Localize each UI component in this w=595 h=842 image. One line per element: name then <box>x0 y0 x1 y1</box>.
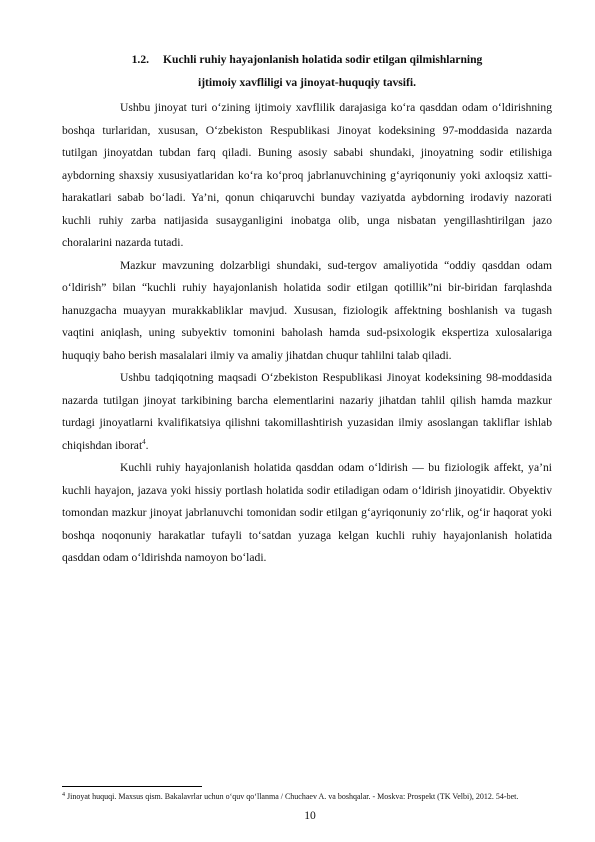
body-text <box>62 97 552 570</box>
footnote-reference[interactable]: 4 <box>142 437 146 446</box>
paragraph-1: Ushbu jinoyat turi o‘zining ijtimoiy xavflilik darajasiga ko‘ra qasddan odam o‘ldirishning boshqa turlaridan, xususan, O‘zbekiston Respublikasi Jinoyat kodeksining 97-moddasida nazarda tutilgan jinoyatdan tubdan farq qiladi. Buning asosiy sababi shundaki, jinoyatning sodir etilishiga aybdorning shaxsiy xususiyatlaridan ko‘ra ko‘proq jabrlanuvchining g‘ayriqonuniy yoki axloqsiz xatti-harakatlari sabab bo‘ladi. Ya’ni, qonun chiqaruvchi bunday vaziyatda aybdorning irodaviy nazorati kuchli ruhiy zarba natijasida susayganligini inobatga olib, unga nisbatan yengillashtirilgan jazo choralarini nazarda tutadi. <box>62 101 552 249</box>
paragraph-3: Ushbu tadqiqotning maqsadi O‘zbekiston Respublikasi Jinoyat kodeksining 98-moddasida nazarda tutilgan jinoyat tarkibining barcha elementlarini nazariy jihatdan tahlil qilish hamda mazkur turdagi jinoyatlarni kvalifikatsiya qilishni takomillashtirish yuzasidan ilmiy asoslangan takliflar ishlab chiqishdan iborat$^4$. <box>62 371 552 452</box>
section-heading-line-1 <box>62 49 552 72</box>
section-number: 1.2. <box>131 53 150 66</box>
footnote <box>62 791 552 803</box>
footnote-separator <box>62 786 202 787</box>
section-title-part-2: ijtimoiy xavfliligi va jinoyat-huquqiy tavsifi. <box>197 75 417 89</box>
section-heading <box>62 49 552 94</box>
footnote-marker: 4 <box>62 792 65 798</box>
paragraph-4: Kuchli ruhiy hayajonlanish holatida qasddan odam o‘ldirish — bu fiziologik affekt, ya’ni kuchli hayajon, jazava yoki hissiy portlash holatida sodir etiladigan odam o‘ldirish jinoyatidir. Obyektiv tomondan mazkur jinoyat jabrlanuvchi tomonidan sodir etilgan g‘ayriqonuniy zo‘rlik, og‘ir haqorat yoki boshqa noqonuniy harakatlar tufayli to‘satdan yuzaga kelgan kuchli ruhiy hayajonlanish holatida qasddan odam o‘ldirishda namoyon bo‘ladi. <box>62 461 552 564</box>
section-title-part-1: Kuchli ruhiy hayajonlanish holatida sodir etilgan qilmishlarning <box>163 53 483 66</box>
paragraph-3-text: Ushbu tadqiqotning maqsadi O‘zbekiston Respublikasi Jinoyat kodeksining 98-moddasida nazarda tutilgan jinoyat tarkibining barcha elementlarini nazariy jihatdan tahlil qilish hamda mazkur turdagi jinoyatlarni kvalifikatsiya qilishni takomillashtirish yuzasidan ilmiy asoslangan takliflar ishlab chiqishdan iborat <box>62 371 552 452</box>
page-number: 10 <box>304 809 316 822</box>
paragraph-2: Mazkur mavzuning dolzarbligi shundaki, sud-tergov amaliyotida “oddiy qasddan odam o‘ldirish” bilan “kuchli ruhiy hayajonlanish holatida sodir etilgan qotillik”ni bir-biridan farqlashda hanuzgacha muayyan murakkabliklar mavjud. Xususan, fiziologik affektning boshlanish va tugash vaqtini aniqlash, uning subyektiv tomonini baholash hamda sud-psixologik ekspertiza xulosalariga huquqiy baho berish masalalari ilmiy va amaliy jihatdan chuqur tahlilni talab qiladi. <box>62 258 552 362</box>
footnote-text: Jinoyat huquqi. Maxsus qism. Bakalavrlar uchun o‘quv qo‘llanma / Chuchaev A. va boshqalar. - Moskva: Prospekt (TK Velbi), 2012. 54-bet. <box>67 792 519 801</box>
